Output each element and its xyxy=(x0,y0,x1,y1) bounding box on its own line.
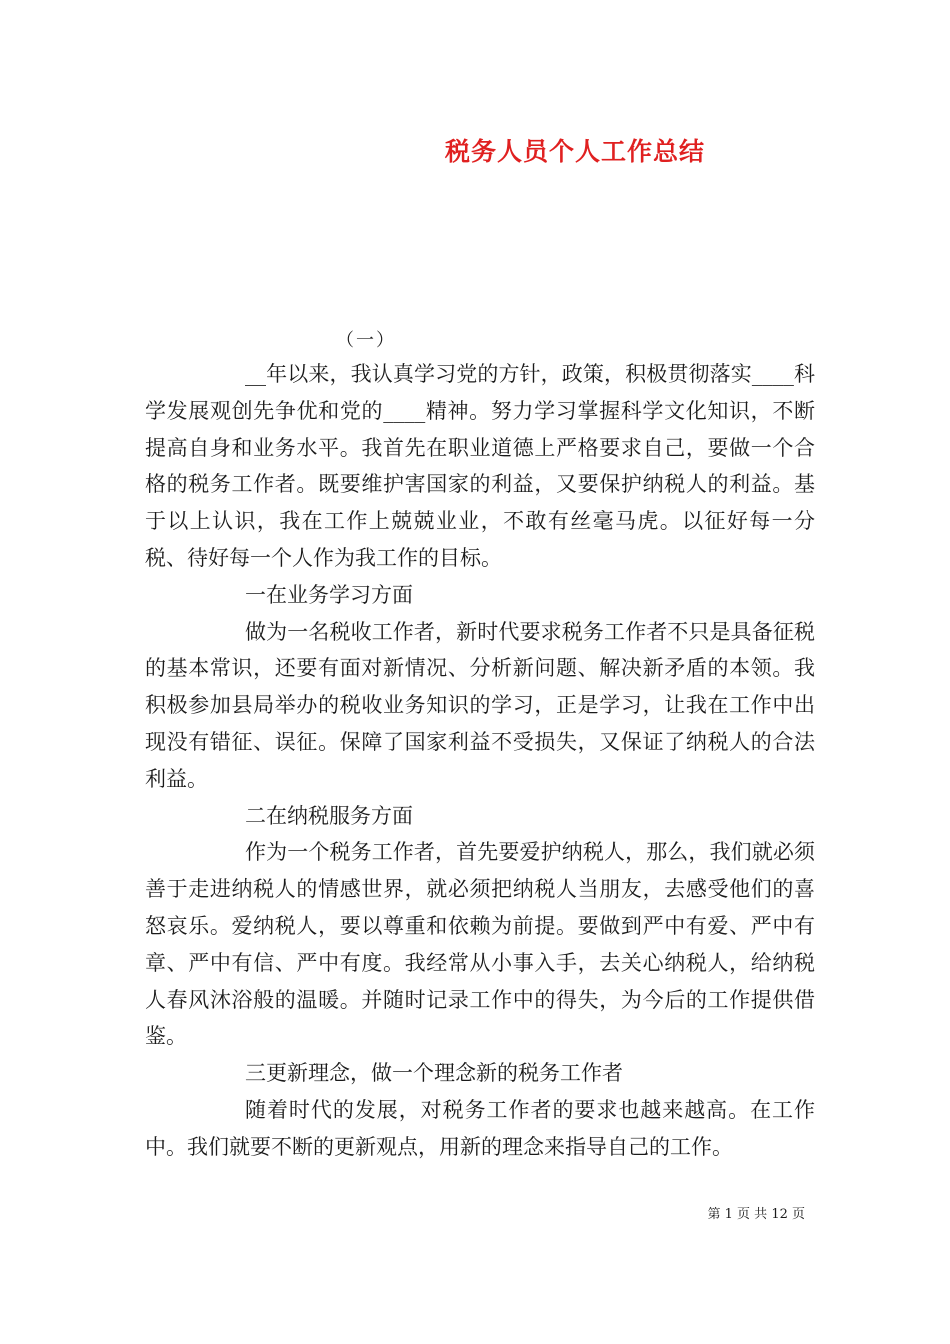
heading-update-concepts: 三更新理念，做一个理念新的税务工作者 xyxy=(245,1061,623,1086)
heading-business-study: 一在业务学习方面 xyxy=(245,582,413,607)
heading-taxpayer-service: 二在纳税服务方面 xyxy=(245,803,413,828)
paragraph-taxpayer-service: 作为一个税务工作者，首先要爱护纳税人，那么，我们就必须善于走进纳税人的情感世界，就必须把纳税人当朋友，去感受他们的喜怒哀乐。爱纳税人，要以尊重和依赖为前提。要做到严中有爱、严中有章、严中有信、严中有度。我经常从小事入手，去关心纳税人，给纳税人春风沐浴般的温暖。并随时记录工作中的得失，为今后的工作提供借鉴。 xyxy=(145,840,815,1049)
paragraph-business-study: 做为一名税收工作者，新时代要求税务工作者不只是具备征税的基本常识，还要有面对新情况、分析新问题、解决新矛盾的本领。我积极参加县局举办的税收业务知识的学习，正是学习，让我在工作中出现没有错征、误征。保障了国家利益不受损失，又保证了纳税人的合法利益。 xyxy=(145,619,815,791)
paragraph-update-concepts: 随着时代的发展，对税务工作者的要求也越来越高。在工作中。我们就要不断的更新观点，用新的理念来指导自己的工作。 xyxy=(145,1097,815,1159)
paragraph-intro: __年以来，我认真学习党的方针，政策，积极贯彻落实____科学发展观创先争优和党的____精神。努力学习掌握科学文化知识，不断提高自身和业务水平。我首先在职业道德上严格要求自己，要做一个合格的税务工作者。既要维护害国家的利益，又要保护纳税人的利益。基于以上认识，我在工作上兢兢业业，不敢有丝毫马虎。以征好每一分税、待好每一个人作为我工作的目标。 xyxy=(145,362,815,570)
page-number-footer: 第 1 页 共 12 页 xyxy=(707,1207,805,1222)
document-body xyxy=(145,356,815,1166)
document-title: 税务人员个人工作总结 xyxy=(444,137,705,166)
section-marker: （一） xyxy=(336,330,396,351)
